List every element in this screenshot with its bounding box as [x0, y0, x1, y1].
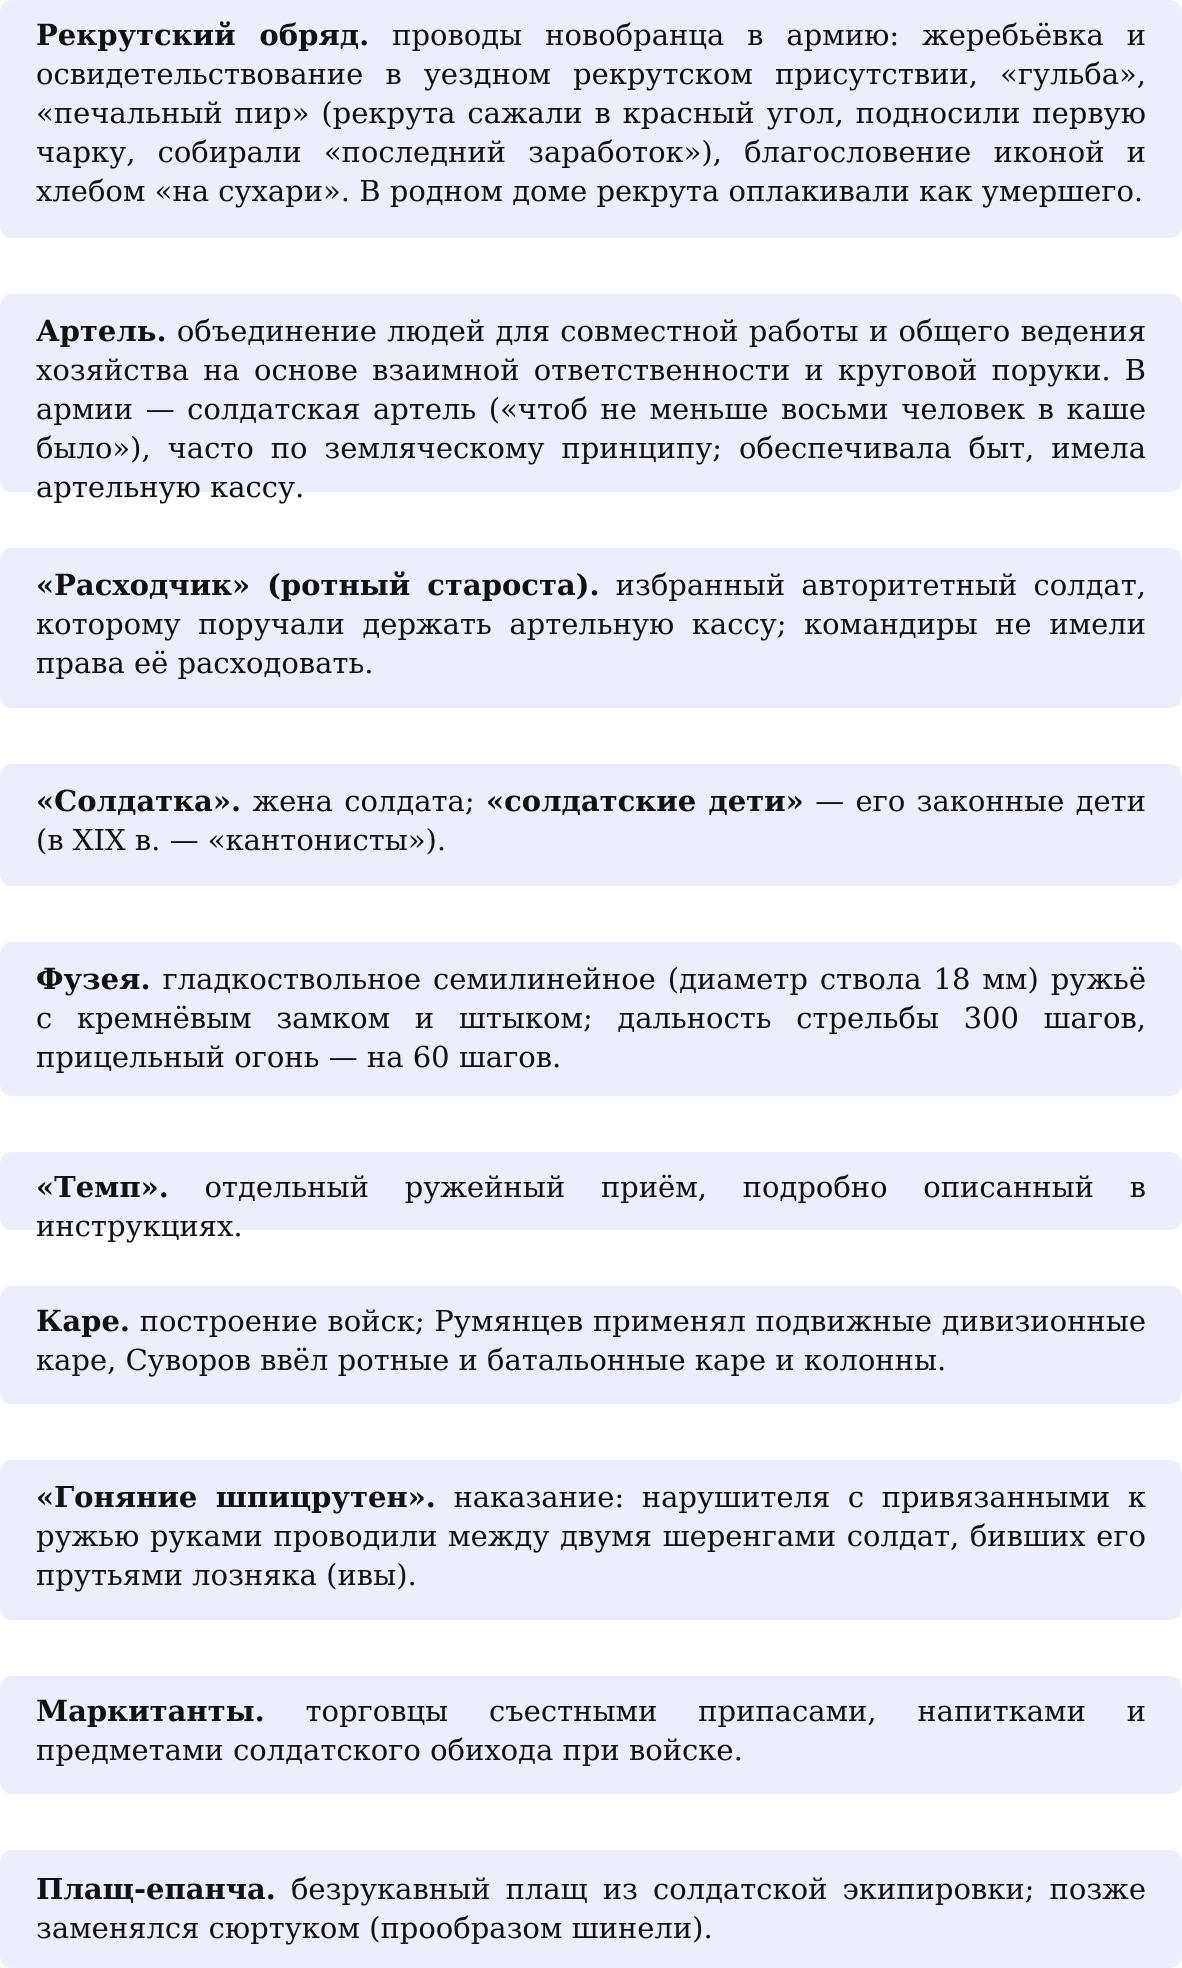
entry-text	[36, 1168, 1146, 1246]
entry-term: «Гоняние шпицрутен».	[36, 1480, 436, 1514]
entry-card-soldatka	[0, 764, 1182, 886]
entry-term-secondary: «солдатские дети»	[485, 784, 804, 818]
entry-card-shpitsruten	[0, 1460, 1182, 1620]
entry-card-temp	[0, 1152, 1182, 1243]
entry-term: Рекрутский обряд.	[36, 18, 370, 52]
entry-text	[36, 1302, 1146, 1380]
entry-term: Каре.	[36, 1304, 130, 1338]
entry-card-plashch-epancha	[0, 1850, 1182, 1968]
entry-text	[36, 1870, 1146, 1948]
entry-text	[36, 566, 1146, 683]
entry-definition: наказание: нарушителя с привязанными к ружью руками проводили между двумя шеренгами солдат, бивших его прутьями лозняка (ивы).	[36, 1480, 1146, 1592]
entry-text	[36, 312, 1146, 507]
entry-term: «Солдатка».	[36, 784, 242, 818]
entry-text	[36, 1692, 1146, 1770]
entry-text	[36, 16, 1146, 211]
entry-card-markitanty	[0, 1676, 1182, 1794]
entry-term: Артель.	[36, 314, 167, 348]
entry-card-artel	[0, 294, 1182, 504]
entry-definition: объединение людей для совместной работы и общего ведения хозяйства на основе взаимной ответственности и круговой поруки. В армии — солдатская артель («чтоб не меньше восьми человек в каше было»), часто по земляческому принципу; обеспечивала быт, имела артельную кассу.	[36, 314, 1146, 504]
entry-term: «Темп».	[36, 1170, 169, 1204]
entry-term: Плащ-епанча.	[36, 1872, 276, 1906]
entry-definition: построение войск; Румянцев применял подвижные дивизионные каре, Суворов ввёл ротные и батальонные каре и колонны.	[36, 1304, 1146, 1377]
entry-term: «Расходчик» (ротный староста).	[36, 568, 600, 602]
entry-definition: безрукавный плащ из солдатской экипировки; позже заменялся сюртуком (прообразом шинели).	[36, 1872, 1146, 1945]
entry-definition: проводы новобранца в армию: жеребьёвка и освидетельствование в уездном рекрутском присутствии, «гульба», «печальный пир» (рекрута сажали в красный угол, подносили первую чарку, собирали «последний заработок»), благословение иконой и хлебом «на сухари». В родном доме рекрута оплакивали как умершего.	[36, 18, 1147, 208]
entry-card-kare	[0, 1286, 1182, 1404]
entry-term: Маркитанты.	[36, 1694, 265, 1728]
entry-definition: жена солдата;	[241, 784, 486, 818]
entry-definition: отдельный ружейный приём, подробно описанный в инструкциях.	[36, 1170, 1146, 1243]
entry-definition: торговцы съестными припасами, напитками и предметами солдатского обихода при войске.	[36, 1694, 1146, 1767]
entry-definition: гладкоствольное семилинейное (диаметр ствола 18 мм) ружьё с кремнёвым замком и штыком; дальность стрельбы 300 шагов, прицельный огонь — на 60 шагов.	[36, 962, 1146, 1074]
entry-definition-secondary: — его законные дети (в XIX в. — «кантонисты»).	[36, 784, 1146, 857]
entry-card-fuzeya	[0, 942, 1182, 1096]
entry-card-recruit-rite	[0, 0, 1182, 238]
entry-term: Фузея.	[36, 962, 151, 996]
entry-card-raskhodchik	[0, 548, 1182, 708]
entry-text	[36, 1478, 1146, 1595]
entry-text	[36, 782, 1146, 860]
entry-definition: избранный авторитетный солдат, которому поручали держать артельную кассу; командиры не имели права её расходовать.	[36, 568, 1146, 680]
entry-text	[36, 960, 1146, 1077]
